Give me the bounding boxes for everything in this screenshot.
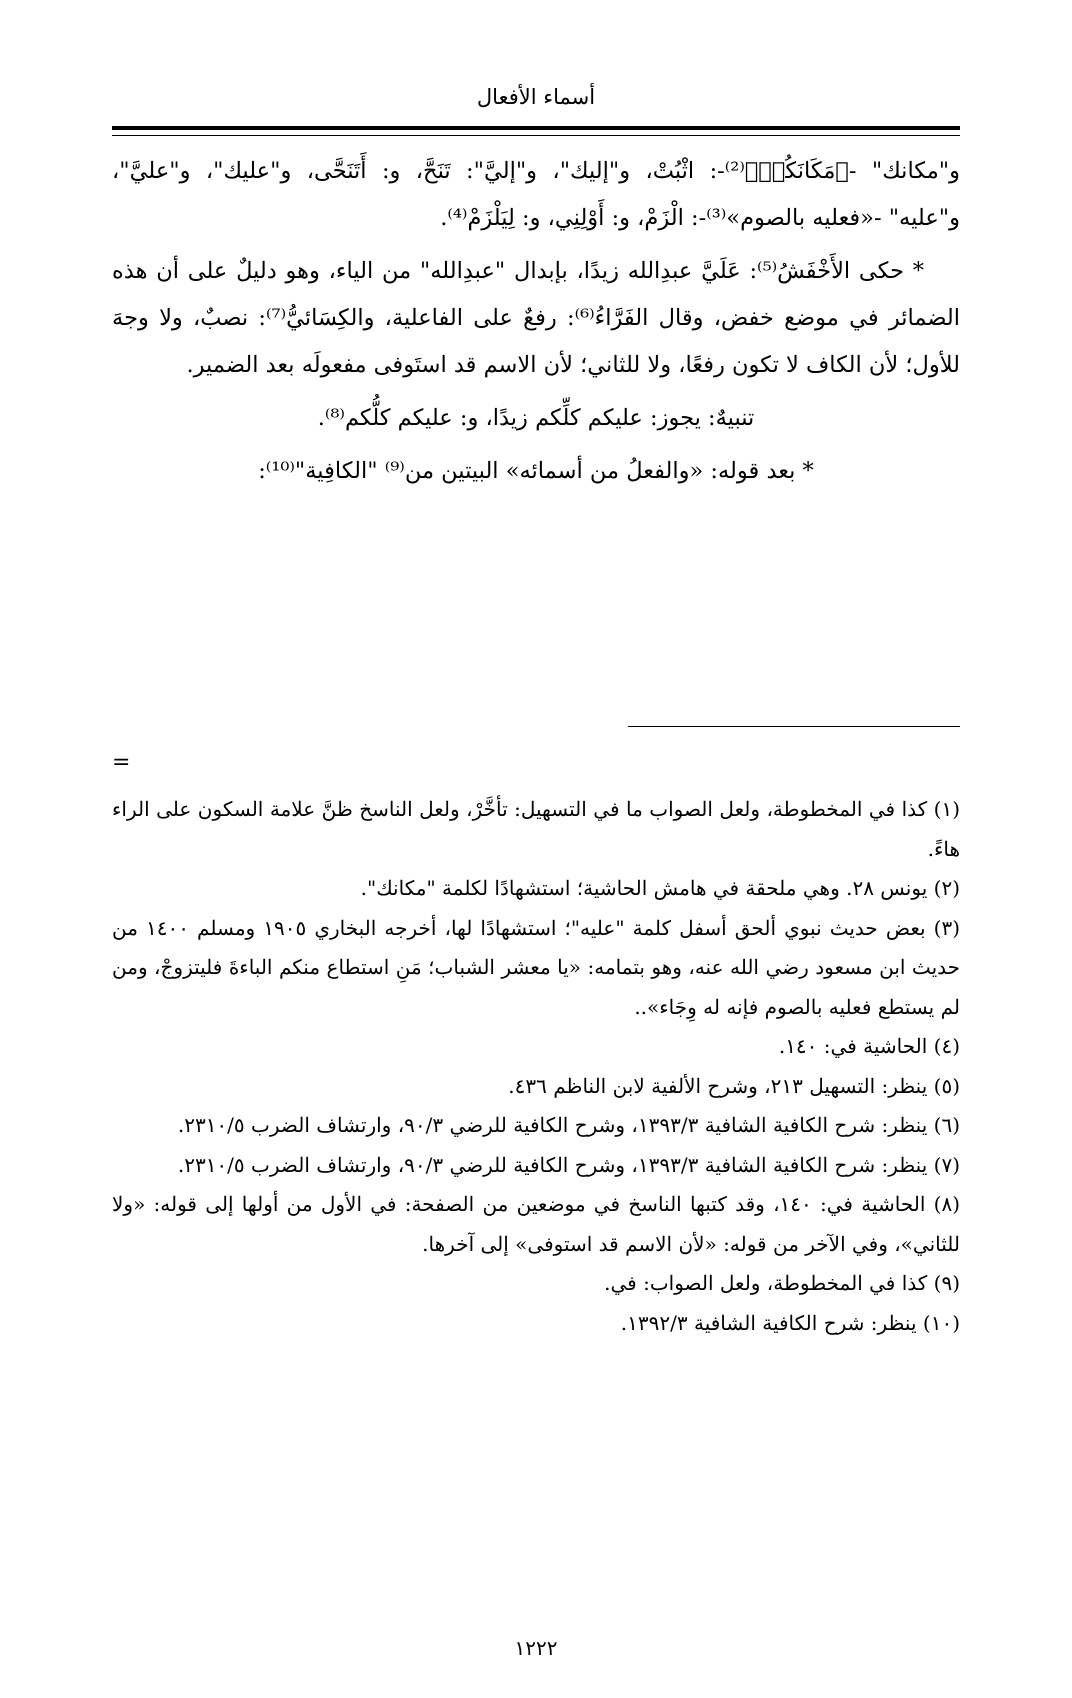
footnote-separator [628,726,960,727]
footnote-3: (٣) بعض حديث نبوي ألحق أسفل كلمة "عليه"؛ استشهادًا لها، أخرجه البخاري ١٩٠٥ ومسلم ١٤٠٠ من حديث ابن مسعود رضي الله عنه، وهو بتمامه: «يا معشر الشباب؛ مَنِ استطاع منكم الباءةَ فليتزوجْ، ومن لم يستطع فعليه بالصوم فإنه له وِجَاء».. [112,915,961,1019]
footnote-6: (٦) ينظر: شرح الكافية الشافية ١٣٩٣/٣، وشرح الكافية للرضي ٩٠/٣، وارتشاف الضرب ٢٣١٠/٥. [177,1113,960,1137]
page-number: ١٢٢٢ [514,1636,558,1660]
footnote-9: (٩) كذا في المخطوطة، ولعل الصواب: في. [604,1271,960,1295]
footnote-8: (٨) الحاشية في: ١٤٠، وقد كتبها الناسخ في موضعين من الصفحة: في الأول من أولها إلى قوله: «ولا للثاني»، وفي الآخر من قوله: «لأن الاسم قد استوفى» إلى آخرها. [112,1192,960,1256]
body-paragraph-3: تنبيهٌ: يجوز: عليكم كلِّكم زيدًا، و: عليكم كلُّكم⁽⁸⁾. [317,405,755,431]
body-paragraph-4: * بعد قوله: «والفعلُ من أسمائه» البيتين من⁽⁹⁾ "الكافِية"⁽¹⁰⁾: [258,458,814,484]
footnote-10: (١٠) ينظر: شرح الكافية الشافية ١٣٩٢/٣. [620,1310,960,1335]
main-text [112,148,960,501]
footnote-5: (٥) ينظر: التسهيل ٢١٣، وشرح الألفية لابن الناظم ٤٣٦. [508,1073,960,1098]
footnote-2: (٢) يونس ٢٨. وهي ملحقة في هامش الحاشية؛ استشهادًا لكلمة "مكانك". [360,876,960,900]
body-paragraph-1: و"مكانك" -﴿مَكَانَكُمۡ﴾⁽²⁾-: اثْبُتْ، و"إليك"، و"إليَّ": تَنَحَّ، و: أَتَنَحَّى، و"عليك"، و"عليَّ"، و"عليه" -«فعليه بالصوم»⁽³⁾-: الْزَمْ، و: أَوْلِنِي، و: لِيَلْزَمْ⁽⁴⁾. [112,158,960,231]
header-rule-thick [112,126,960,130]
footnote-continuation-mark: = [112,750,131,775]
header-rule-thin [112,135,960,136]
footnote-1: (١) كذا في المخطوطة، ولعل الصواب ما في التسهيل: تأخَّرْ، ولعل الناسخ ظنَّ علامة السكون على الراء هاءً. [112,797,960,861]
footnote-4: (٤) الحاشية في: ١٤٠. [778,1034,960,1058]
footnotes [112,790,960,1343]
footnote-7: (٧) ينظر: شرح الكافية الشافية ١٣٩٣/٣، وشرح الكافية للرضي ٩٠/٣، وارتشاف الضرب ٢٣١٠/٥. [177,1152,960,1177]
body-paragraph-2: * حكى الأَخْفَشُ⁽⁵⁾: عَلَيَّ عبدِالله زيدًا، بإبدال "عبدِالله" من الياء، وهو دليلٌ على أن هذه الضمائر في موضع خفض، وقال الفَرَّاءُ⁽⁶⁾: رفعٌ على الفاعلية، والكِسَائيُّ⁽⁷⁾: نصبٌ، ولا وجهَ للأول؛ لأن الكاف لا تكون رفعًا، ولا للثاني؛ لأن الاسم قد استَوفى مفعولَه بعد الضمير. [112,258,960,378]
running-header-title: أسماء الأفعال [476,85,596,109]
